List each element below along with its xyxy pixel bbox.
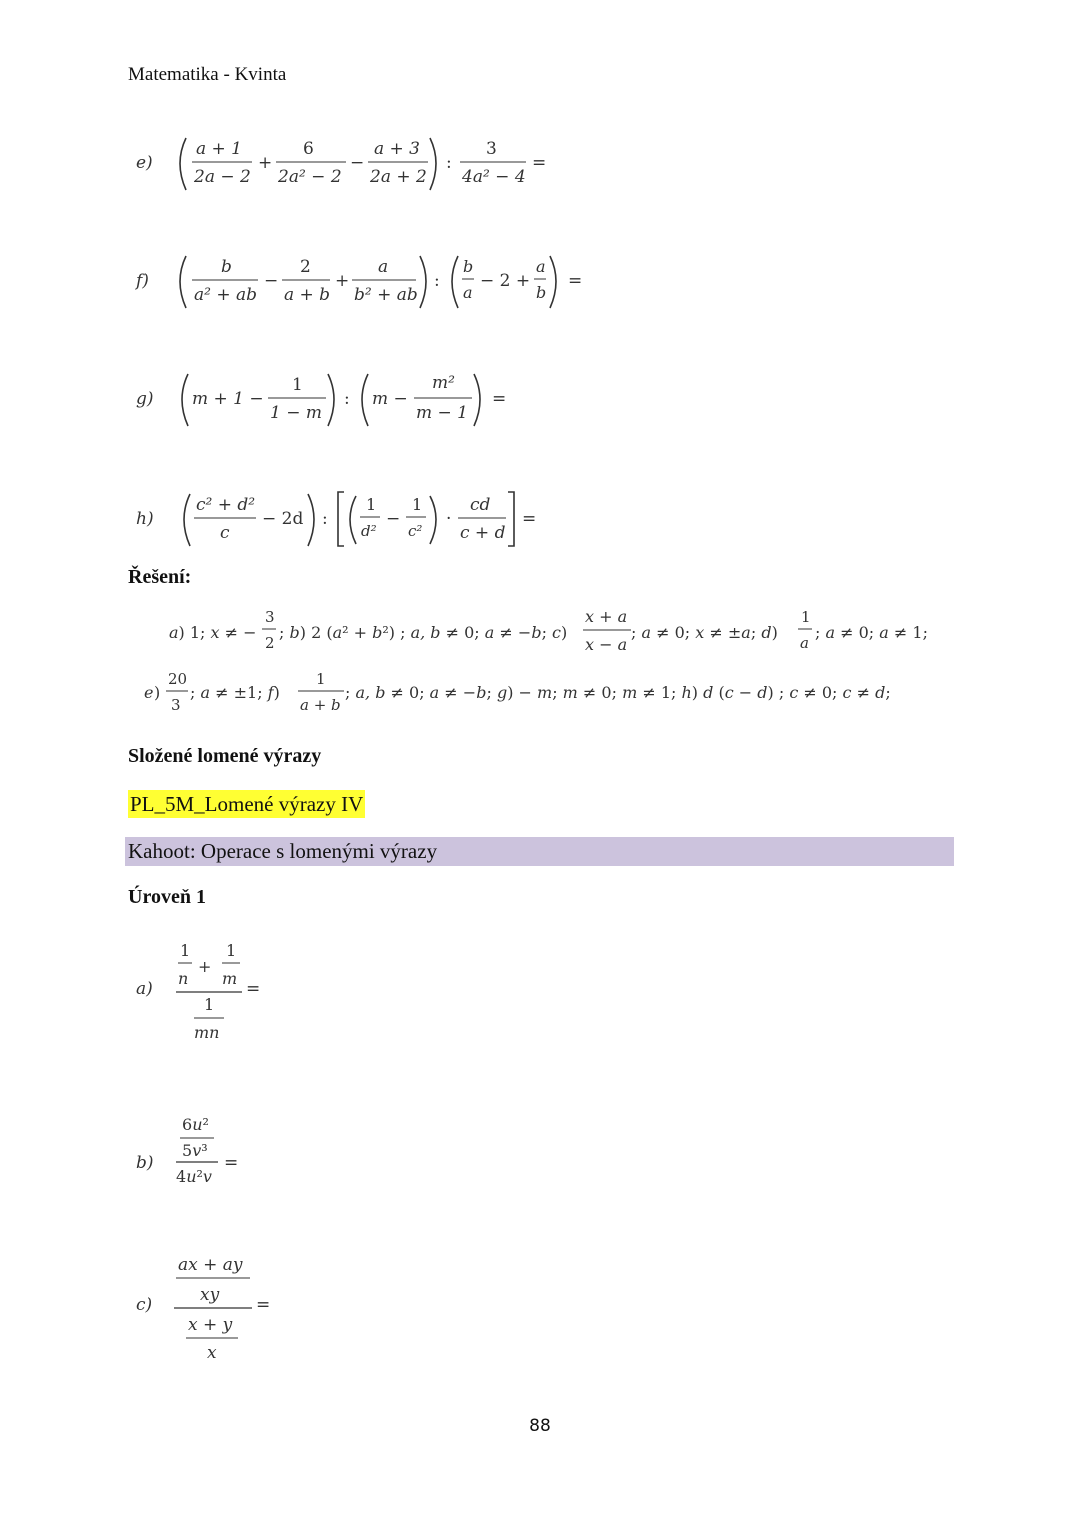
exercise-h bbox=[128, 486, 558, 556]
svg-text:a + 3: a + 3 bbox=[374, 139, 421, 159]
exercise-level1-a bbox=[128, 936, 288, 1046]
svg-text:; a, b ≠ 0; a ≠ −b; g) − m; m: ; a, b ≠ 0; a ≠ −b; g) − m; m ≠ 0; m ≠ 1; h) d (c − d) ; c ≠ 0; c ≠ d; bbox=[345, 683, 891, 702]
svg-text:3: 3 bbox=[171, 696, 181, 714]
svg-text:a: a bbox=[800, 634, 809, 652]
svg-text:+: + bbox=[335, 271, 350, 291]
svg-text:=: = bbox=[568, 271, 583, 291]
svg-text:5v³: 5v³ bbox=[182, 1141, 208, 1160]
svg-text:1: 1 bbox=[366, 495, 377, 514]
svg-text:1 − m: 1 − m bbox=[270, 403, 322, 423]
svg-text:c²: c² bbox=[408, 522, 423, 540]
svg-text::: : bbox=[322, 509, 328, 529]
svg-text:2a − 2: 2a − 2 bbox=[194, 167, 251, 187]
svg-text:=: = bbox=[256, 1295, 271, 1315]
svg-text:1: 1 bbox=[316, 670, 326, 688]
section-heading: Složené lomené výrazy bbox=[128, 745, 322, 767]
svg-text:a) 1; x ≠ −: a) 1; x ≠ − bbox=[169, 623, 257, 642]
svg-text:−: − bbox=[386, 509, 401, 529]
exercise-e-label: e) bbox=[136, 153, 153, 173]
svg-text:2: 2 bbox=[300, 257, 311, 277]
svg-text:a: a bbox=[378, 257, 389, 277]
svg-text:6: 6 bbox=[303, 139, 314, 159]
svg-text:2: 2 bbox=[265, 634, 275, 652]
svg-text:d²: d² bbox=[361, 522, 377, 540]
exercise-g bbox=[128, 366, 528, 436]
svg-text:a + b: a + b bbox=[284, 285, 331, 305]
svg-text:−: − bbox=[264, 271, 279, 291]
svg-text:+: + bbox=[258, 153, 273, 173]
svg-text:a: a bbox=[536, 257, 546, 276]
svg-text:1: 1 bbox=[801, 608, 811, 626]
svg-text:20: 20 bbox=[168, 670, 188, 688]
svg-text:4u²v: 4u²v bbox=[176, 1167, 212, 1186]
page-header: Matematika - Kvinta bbox=[128, 64, 287, 85]
svg-text:1: 1 bbox=[292, 375, 303, 395]
svg-text:1: 1 bbox=[412, 495, 423, 514]
exercise-level1-b bbox=[128, 1108, 268, 1192]
svg-text:=: = bbox=[492, 389, 507, 409]
svg-text:a + b: a + b bbox=[300, 696, 341, 714]
page-number: 88 bbox=[529, 1416, 551, 1436]
svg-text::: : bbox=[344, 389, 350, 409]
svg-text:; a ≠ 0; x ≠ ±a; d): ; a ≠ 0; x ≠ ±a; d) bbox=[631, 623, 778, 642]
svg-text:1: 1 bbox=[180, 941, 191, 960]
exercise-g-label: g) bbox=[136, 389, 154, 409]
svg-text:cd: cd bbox=[470, 495, 491, 515]
kahoot-link[interactable]: Kahoot: Operace s lomenými výrazy bbox=[125, 837, 954, 866]
svg-text:·: · bbox=[446, 509, 452, 529]
svg-text:x + a: x + a bbox=[585, 607, 628, 626]
svg-text:2a + 2: 2a + 2 bbox=[370, 167, 427, 187]
svg-text::: : bbox=[446, 153, 452, 173]
exercise-h-label: h) bbox=[136, 509, 154, 529]
svg-text:b: b bbox=[463, 257, 474, 276]
svg-text:a + 1: a + 1 bbox=[196, 139, 243, 159]
svg-text:=: = bbox=[246, 979, 261, 999]
svg-text:=: = bbox=[532, 153, 547, 173]
svg-text:x: x bbox=[207, 1343, 217, 1363]
svg-text:3: 3 bbox=[265, 608, 275, 626]
worksheet-link[interactable]: PL_5M_Lomené výrazy IV bbox=[130, 792, 364, 816]
svg-text:3: 3 bbox=[486, 139, 497, 159]
svg-text:4a² − 4: 4a² − 4 bbox=[462, 167, 526, 187]
svg-text:b² + ab: b² + ab bbox=[354, 285, 418, 305]
svg-text:; b) 2 (a² + b²) ; a, b ≠ 0; a: ; b) 2 (a² + b²) ; a, b ≠ 0; a ≠ −b; c) bbox=[279, 623, 568, 642]
exercise-f-label: f) bbox=[136, 271, 149, 291]
svg-text:1: 1 bbox=[226, 941, 237, 960]
svg-text:=: = bbox=[522, 509, 537, 529]
svg-text:b: b bbox=[536, 283, 547, 302]
svg-text:m: m bbox=[222, 969, 238, 988]
svg-text:1: 1 bbox=[204, 995, 215, 1014]
svg-text:m − 1: m − 1 bbox=[416, 403, 468, 423]
svg-text:x − a: x − a bbox=[585, 635, 628, 654]
svg-text:): ) bbox=[154, 683, 161, 702]
exercise-e bbox=[128, 130, 568, 200]
solutions-line-1 bbox=[165, 602, 945, 658]
svg-text:xy: xy bbox=[200, 1285, 220, 1305]
solutions-line-2 bbox=[140, 664, 940, 720]
svg-text:ax + ay: ax + ay bbox=[178, 1255, 243, 1275]
svg-text:c + d: c + d bbox=[460, 523, 506, 543]
svg-text:− 2d: − 2d bbox=[262, 509, 304, 529]
svg-text:mn: mn bbox=[194, 1023, 220, 1042]
svg-text:m −: m − bbox=[372, 389, 408, 409]
svg-text:− 2 +: − 2 + bbox=[480, 271, 531, 291]
svg-text:e: e bbox=[144, 683, 154, 702]
exercise-level1-a-label: a) bbox=[136, 979, 153, 999]
svg-text:=: = bbox=[224, 1153, 239, 1173]
exercise-level1-c-label: c) bbox=[136, 1295, 153, 1315]
svg-text:; a ≠ ±1; f): ; a ≠ ±1; f) bbox=[190, 683, 280, 702]
svg-text:c² + d²: c² + d² bbox=[196, 495, 256, 515]
exercise-level1-b-label: b) bbox=[136, 1153, 154, 1173]
svg-text:−: − bbox=[350, 153, 365, 173]
svg-text:m + 1 −: m + 1 − bbox=[192, 389, 264, 409]
svg-text:2a² − 2: 2a² − 2 bbox=[278, 167, 342, 187]
svg-text::: : bbox=[434, 271, 440, 291]
svg-text:m²: m² bbox=[432, 373, 455, 393]
svg-text:b: b bbox=[221, 257, 232, 277]
svg-text:a² + ab: a² + ab bbox=[194, 285, 258, 305]
svg-text:; a ≠ 0; a ≠ 1;: ; a ≠ 0; a ≠ 1; bbox=[815, 623, 928, 642]
svg-text:c: c bbox=[220, 523, 230, 543]
solutions-heading: Řešení: bbox=[128, 566, 192, 588]
svg-text:n: n bbox=[178, 969, 189, 988]
level-heading: Úroveň 1 bbox=[128, 886, 206, 908]
exercise-f bbox=[128, 248, 588, 318]
exercise-level1-c bbox=[128, 1248, 288, 1366]
svg-text:+: + bbox=[198, 957, 212, 976]
svg-text:x + y: x + y bbox=[188, 1315, 233, 1335]
svg-text:6u²: 6u² bbox=[182, 1115, 209, 1134]
svg-text:a: a bbox=[463, 283, 473, 302]
